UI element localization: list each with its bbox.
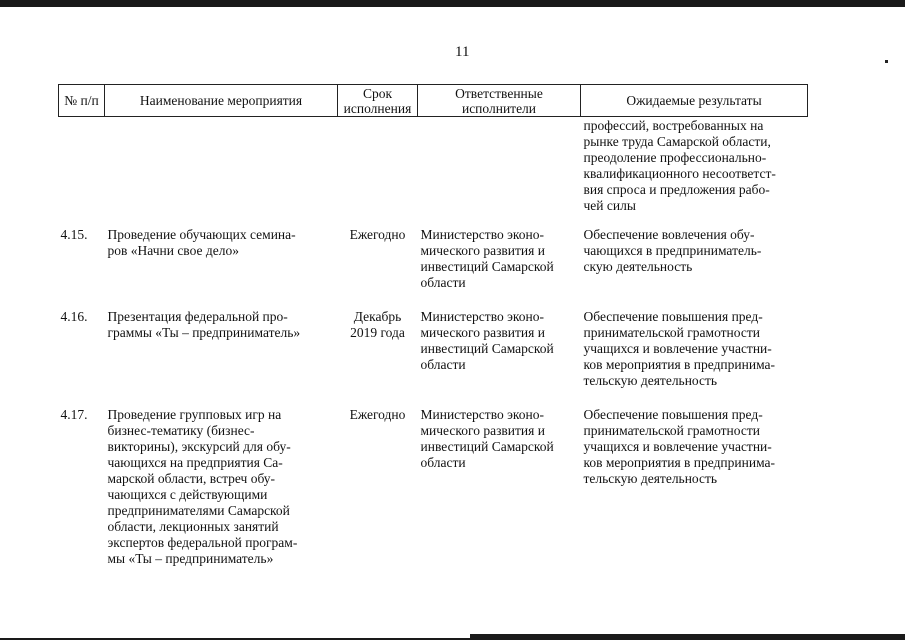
header-name: Наименование мероприятия bbox=[105, 85, 338, 117]
text-line: ков мероприятия в предпринима- bbox=[583, 357, 776, 372]
text-line: Проведение обучающих семина- bbox=[107, 227, 296, 242]
text-line: инвестиций Самарской bbox=[420, 259, 554, 274]
row-result-cell bbox=[581, 227, 808, 309]
row-number: 4.17. bbox=[60, 407, 88, 422]
text-line: Обеспечение повышения пред- bbox=[583, 407, 763, 422]
header-responsible: Ответственные исполнители bbox=[418, 85, 581, 117]
text-line: бизнес-тематику (бизнес- bbox=[107, 423, 255, 438]
text-line: чей силы bbox=[583, 198, 636, 213]
text-line: мического развития и bbox=[420, 423, 545, 438]
text-line: Ежегодно bbox=[349, 227, 406, 242]
text-line: чающихся в предприниматель- bbox=[583, 243, 762, 258]
text-line: марской области, встреч обу- bbox=[107, 471, 276, 486]
text-line: области, лекционных занятий bbox=[107, 519, 279, 534]
text-line: области bbox=[420, 357, 466, 372]
table-row bbox=[59, 309, 808, 407]
text-line: чающихся с действующими bbox=[107, 487, 268, 502]
text-line: Министерство эконо- bbox=[420, 227, 544, 242]
text-line: чающихся на предприятия Са- bbox=[107, 455, 283, 470]
text-line: области bbox=[420, 455, 466, 470]
text-line: профессий, востребованных на bbox=[583, 118, 764, 133]
text-line: скую деятельность bbox=[583, 259, 693, 274]
text-line: экспертов федеральной програм- bbox=[107, 535, 298, 550]
text-line: области bbox=[420, 275, 466, 290]
text-line: рынке труда Самарской области, bbox=[583, 134, 771, 149]
row-result-cell bbox=[581, 407, 808, 585]
scan-speck bbox=[885, 60, 888, 63]
row-term-cell bbox=[338, 407, 418, 585]
row-number: 4.16. bbox=[60, 309, 88, 324]
row-responsible-cell bbox=[418, 227, 581, 309]
text-line: Презентация федеральной про- bbox=[107, 309, 288, 324]
text-line: учащихся и вовлечение участни- bbox=[583, 341, 772, 356]
row-number: 4.15. bbox=[60, 227, 88, 242]
row-term-cell bbox=[338, 227, 418, 309]
text-line: инвестиций Самарской bbox=[420, 439, 554, 454]
row-responsible-cell bbox=[418, 407, 581, 585]
header-term: Срок исполнения bbox=[338, 85, 418, 117]
text-line: Министерство эконо- bbox=[420, 407, 544, 422]
scan-border-top bbox=[0, 0, 905, 7]
text-line: ров «Начни свое дело» bbox=[107, 243, 239, 258]
continuation-result-cell bbox=[581, 117, 808, 228]
plan-table bbox=[58, 84, 808, 585]
text-line: преодоление профессионально- bbox=[583, 150, 767, 165]
header-results: Ожидаемые результаты bbox=[581, 85, 808, 117]
text-line: мы «Ты – предприниматель» bbox=[107, 551, 274, 566]
text-line: ков мероприятия в предпринима- bbox=[583, 455, 776, 470]
table-row bbox=[59, 407, 808, 585]
text-line: учащихся и вовлечение участни- bbox=[583, 439, 772, 454]
text-line: Министерство эконо- bbox=[420, 309, 544, 324]
text-line: Декабрь bbox=[353, 309, 402, 324]
text-line: викторины), экскурсий для обу- bbox=[107, 439, 291, 454]
header-number: № п/п bbox=[59, 85, 105, 117]
page-number: 11 bbox=[455, 44, 470, 60]
text-line: мического развития и bbox=[420, 325, 545, 340]
text-line: Обеспечение вовлечения обу- bbox=[583, 227, 755, 242]
text-line: принимательской грамотности bbox=[583, 423, 760, 438]
text-line: 2019 года bbox=[350, 325, 405, 340]
text-line: Проведение групповых игр на bbox=[107, 407, 282, 422]
row-result-cell bbox=[581, 309, 808, 407]
text-line: квалификационного несоответст- bbox=[583, 166, 776, 181]
row-name-cell bbox=[105, 309, 338, 407]
row-term-cell bbox=[338, 309, 418, 407]
text-line: принимательской грамотности bbox=[583, 325, 760, 340]
text-line: вия спроса и предложения рабо- bbox=[583, 182, 770, 197]
text-line: мического развития и bbox=[420, 243, 545, 258]
text-line: тельскую деятельность bbox=[583, 373, 718, 388]
text-line: предпринимателями Самарской bbox=[107, 503, 290, 518]
text-line: граммы «Ты – предприниматель» bbox=[107, 325, 301, 340]
text-line: инвестиций Самарской bbox=[420, 341, 554, 356]
row-name-cell bbox=[105, 407, 338, 585]
text-line: тельскую деятельность bbox=[583, 471, 718, 486]
continuation-row bbox=[59, 117, 808, 228]
table-row bbox=[59, 227, 808, 309]
table-header-row bbox=[59, 85, 808, 117]
row-responsible-cell bbox=[418, 309, 581, 407]
row-name-cell bbox=[105, 227, 338, 309]
text-line: Ежегодно bbox=[349, 407, 406, 422]
text-line: Обеспечение повышения пред- bbox=[583, 309, 763, 324]
scan-border-bottom bbox=[470, 634, 905, 640]
